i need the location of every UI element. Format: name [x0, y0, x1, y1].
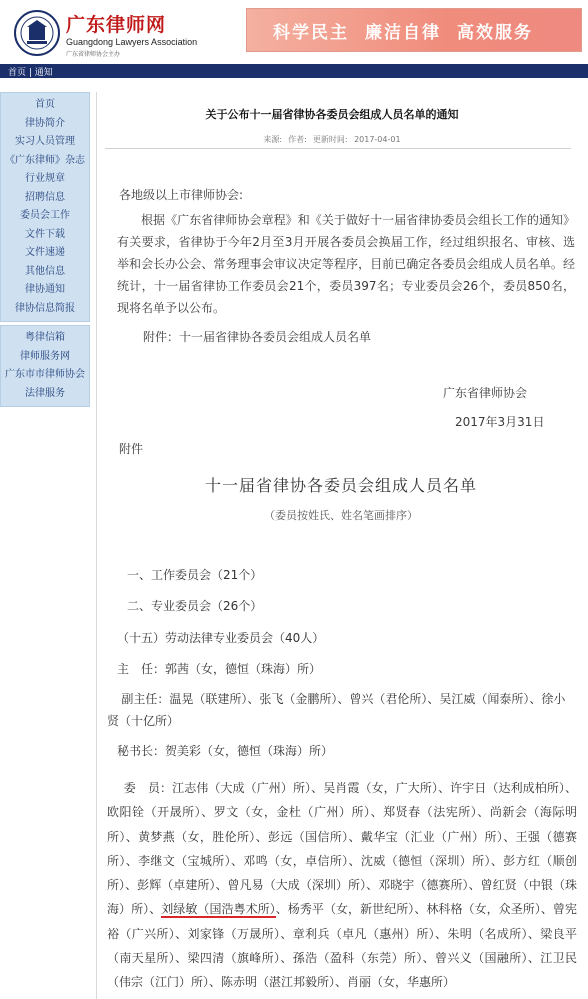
sidebar-link-legal[interactable]: 法律服务 — [25, 387, 65, 399]
attachment-label: 附件 — [119, 442, 144, 456]
article-greeting: 各地级以上市律师协会: — [119, 188, 244, 202]
sidebar-item-jobs[interactable]: 招聘信息 — [25, 191, 65, 203]
committee-secretary: 秘书长：贺美彩（女，德恒（珠海）所） — [117, 744, 334, 758]
meta-source: 来源: — [263, 135, 283, 144]
meta-author: 作者: — [288, 135, 307, 144]
slogan-1: 科学民主 — [273, 23, 349, 43]
sidebar-item-briefs[interactable]: 律协信息简报 — [15, 302, 75, 314]
slogan-2: 廉洁自律 — [365, 23, 441, 43]
breadcrumb[interactable]: 首页 | 通知 — [8, 68, 53, 78]
committee-director: 主 任：郭茜（女，德恒（珠海）所） — [117, 662, 322, 676]
slogan-banner — [246, 8, 582, 52]
sidebar-link-city[interactable]: 广东市市律师协会 — [5, 369, 85, 380]
article-title: 关于公布十一届省律协各委员会组成人员名单的通知 — [205, 108, 459, 121]
section-professional-committees: 二、专业委员会（26个） — [127, 599, 263, 613]
article-panel — [96, 92, 584, 999]
sidebar-item-about[interactable]: 律协简介 — [25, 117, 65, 129]
association-emblem-icon[interactable] — [14, 10, 60, 56]
site-logo-english: Guangdong Lawyers Association — [66, 37, 198, 47]
site-logo-title[interactable]: 广东律师网 — [66, 14, 167, 36]
breadcrumb-bar — [0, 64, 588, 78]
sidebar-item-other[interactable]: 其他信息 — [25, 265, 65, 277]
sidebar-item-express[interactable]: 文件速递 — [25, 247, 65, 258]
sidebar-item-committee[interactable]: 委员会工作 — [20, 210, 70, 221]
sidebar-item-trainee[interactable]: 实习人员管理 — [15, 136, 75, 147]
members-part-2: 、杨秀平（女，新世纪所）、林科格（女，众圣所）、曾宪裕（广兴所）、刘家锋（万晟所）、章利兵（卓凡（惠州）所）、朱明（名成所）、梁良平（南天星所）、梁四清（旗峰所）、孫浩（盈科（东莞）所）、曾兴义（国融所）、江卫民（伟宗（江门）所）、陈赤明（湛江邦毅所）、肖丽（女，华惠所） — [107, 902, 577, 990]
committee-members — [107, 776, 577, 995]
slogan-3: 高效服务 — [457, 23, 533, 43]
article-body: 根据《广东省律师协会章程》和《关于做好十一届省律协委员会组长工作的通知》有关要求，省律协于今年2月至3月开展各委员会换届工作，经过组织报名、审核、选举和会长办公会、常务理事会审议决定等程序，目前已确定各委员会组成人员名单。经统计，十一届省律协工作委员会21个，委员397名；专业委员会26个，委员850名，现将名单予以公布。 — [117, 213, 575, 315]
sidebar-links — [0, 325, 90, 407]
section-work-committees: 一、工作委员会（21个） — [127, 568, 263, 582]
site-header — [0, 0, 588, 64]
members-highlighted: 刘绿敏（国浩粤术所） — [161, 902, 276, 917]
committee-vice-directors: 副主任：温晃（联建所）、张飞（金鹏所）、曾兴（君伦所）、吴江威（闻泰所）、徐小贤（十亿所） — [107, 692, 566, 728]
committee-heading: （十五）劳动法律专业委员会（40人） — [117, 631, 325, 645]
site-logo-subtitle: 广东省律师协会主办 — [66, 51, 121, 58]
sidebar-item-magazine[interactable]: 《广东律师》杂志 — [5, 154, 85, 166]
signature-org: 广东省律师协会 — [443, 386, 528, 400]
list-subtitle: （委员按姓氏、姓名笔画排序） — [264, 509, 418, 522]
attachment-note[interactable]: 附件：十一届省律协各委员会组成人员名单 — [143, 330, 372, 344]
members-part-1: 委 员：江志伟（大成（广州）所）、吴肖霞（女，广大所）、许宇日（达利成柏所）、欧阳铨（开晟所）、罗文（女，金杜（广州）所）、郑贤春（法宪所）、尚新会（海际明所）、黄梦燕（女，胜伦所）、彭远（国信所）、戴华宝（汇业（广州）所）、王强（德赛所）、李继文（宝城所）、邓鸣（女，卓信所）、沈威（德恒（深圳）所）、彭方红（顺创所）、彭辉（卓建所）、曾凡易（大成（深圳）所）、邓晓宇（德赛所）、曾红贤（中银（珠海）所）、 — [107, 781, 577, 917]
sidebar-menu — [0, 92, 90, 322]
list-title: 十一届省律协各委员会组成人员名单 — [204, 476, 477, 495]
sidebar-link-service[interactable]: 律师服务网 — [20, 350, 70, 362]
sidebar-item-notices[interactable]: 律协通知 — [25, 284, 65, 295]
sidebar — [0, 92, 90, 407]
sidebar-item-rules[interactable]: 行业规章 — [25, 173, 65, 184]
article-meta — [97, 134, 567, 145]
sidebar-item-home[interactable]: 首页 — [35, 99, 55, 110]
divider — [105, 148, 571, 149]
sidebar-link-mailbox[interactable]: 粤律信箱 — [25, 332, 65, 343]
signature-date: 2017年3月31日 — [455, 415, 545, 429]
sidebar-item-downloads[interactable]: 文件下载 — [25, 228, 65, 240]
meta-date: 更新时间: 2017-04-01 — [312, 135, 401, 144]
